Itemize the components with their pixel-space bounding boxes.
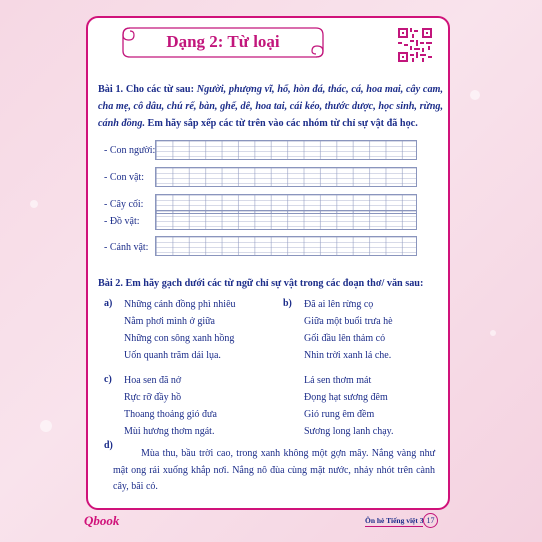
page-number: 17 — [423, 513, 438, 528]
exercise-2-instruction — [98, 275, 443, 292]
poem-line: Gối đầu lên thảm cỏ — [304, 333, 386, 344]
poem-line: Những con sông xanh hồng — [124, 333, 235, 344]
poem-a — [124, 296, 236, 364]
exercise-2-task: Em hãy gạch dưới các từ ngữ chỉ sự vật trong các đoạn thơ/ văn sau: — [125, 278, 424, 289]
page-title: Dạng 2: Từ loại — [166, 32, 280, 51]
publisher-logo: Qbook — [84, 513, 120, 528]
poem-line: Nhìn trời xanh lá che. — [304, 350, 392, 361]
writing-grid-scenery[interactable] — [155, 236, 417, 256]
poem-line: Lá sen thơm mát — [304, 375, 372, 386]
sparkle-decoration — [490, 330, 496, 336]
poem-line: Những cánh đồng phì nhiêu — [124, 299, 236, 310]
sparkle-decoration — [40, 420, 52, 432]
poem-line: Thoang thoảng gió đưa — [124, 409, 217, 420]
group-label-objects: - Đồ vật: — [104, 216, 140, 227]
poem-line: Đọng hạt sương đêm — [304, 392, 388, 403]
poem-line: Hoa sen đã nở — [124, 375, 182, 386]
exercise-1-intro: Cho các từ sau: — [125, 84, 194, 95]
poem-c-continued — [304, 372, 394, 440]
sparkle-decoration — [30, 200, 38, 208]
poem-line: Gió rung êm đềm — [304, 409, 375, 420]
paragraph-d-tag: d) — [104, 440, 113, 451]
poem-line: Nằm phơi mình ở giữa — [124, 316, 215, 327]
poem-line: Giữa một buổi trưa hè — [304, 316, 393, 327]
poem-line: Mùi hương thơm ngát. — [124, 426, 215, 437]
poem-a-tag: a) — [104, 298, 113, 309]
poem-line: Uốn quanh trăm dải lụa. — [124, 350, 221, 361]
series-name: Ôn hè Tiếng việt 3 — [365, 516, 424, 525]
poem-line: Đã ai lên rừng cọ — [304, 299, 374, 310]
poem-b-tag: b) — [283, 298, 292, 309]
group-label-people: - Con người: — [104, 145, 156, 156]
group-label-scenery: - Cảnh vật: — [104, 242, 149, 253]
sparkle-decoration — [470, 90, 480, 100]
paragraph-d: Mùa thu, bầu trời cao, trong xanh không một gợn mây. Nắng vàng như mật ong rải xuống khắp nơi. Nắng nô đùa cùng mặt nước, nhảy nhót trên cành cây, bãi cỏ. — [113, 448, 435, 492]
writing-grid-objects[interactable] — [155, 210, 417, 230]
group-label-plants: - Cây cối: — [104, 199, 144, 210]
exercise-2-label: Bài 2. — [98, 278, 123, 289]
qr-code-icon — [398, 28, 432, 62]
writing-grid-animals[interactable] — [155, 167, 417, 187]
poem-line: Rực rỡ đầy hồ — [124, 392, 182, 403]
title-banner — [120, 24, 326, 60]
poem-c — [124, 372, 217, 440]
poem-line: Sương long lanh chạy. — [304, 426, 394, 437]
exercise-1-word-list: Người, phượng vĩ, hổ, hòn đá, thác, cá, hoa mai, cây cam, cha mẹ, cô dâu, chú rể, bàn, ghế, dê, hoa tai, cái kéo, thước dược, học sinh, rừng, cánh đồng. — [98, 84, 444, 129]
writing-grid-people[interactable] — [155, 140, 417, 160]
exercise-1-label: Bài 1. — [98, 84, 124, 95]
group-label-animals: - Con vật: — [104, 172, 144, 183]
poem-c-tag: c) — [104, 374, 112, 385]
exercise-1-text — [98, 81, 443, 132]
poem-b — [304, 296, 393, 364]
exercise-1-task: Em hãy sắp xếp các từ trên vào các nhóm từ chỉ sự vật đã học. — [147, 118, 418, 129]
